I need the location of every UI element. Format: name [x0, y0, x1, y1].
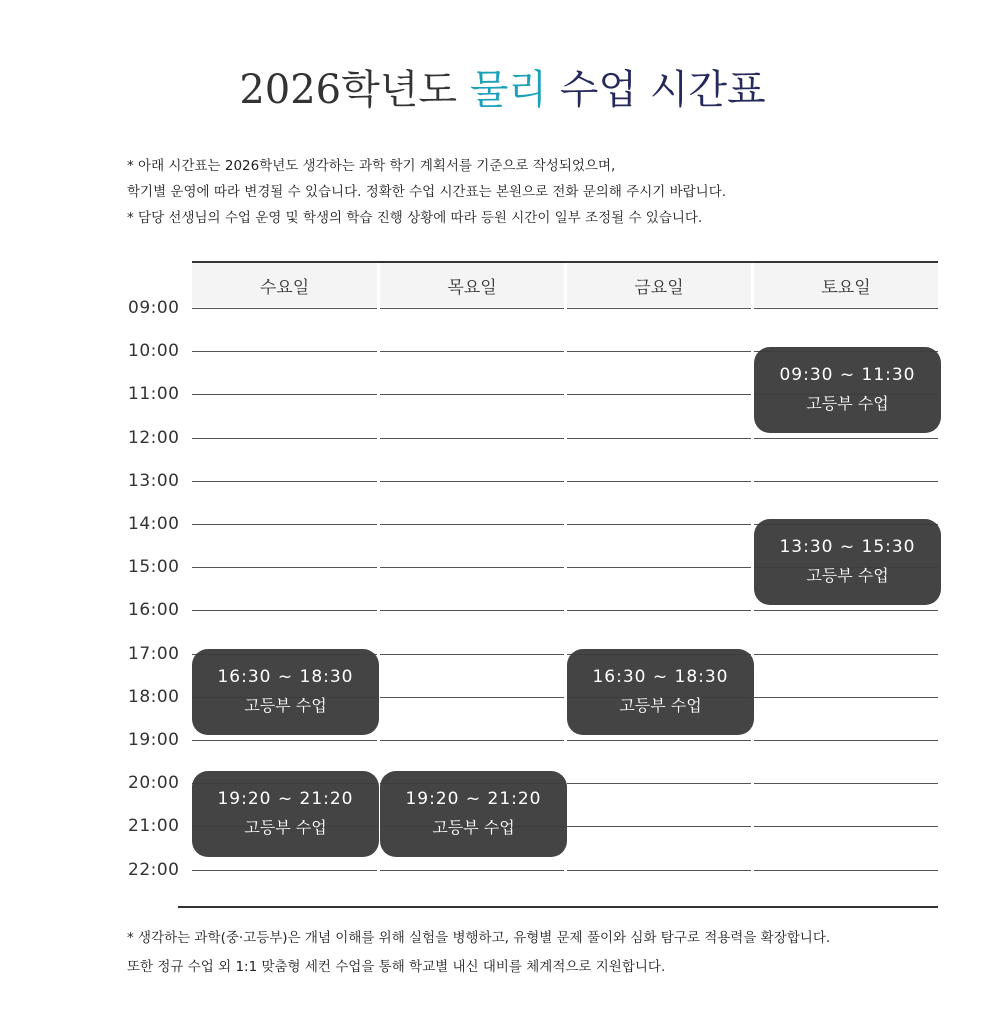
class-time: 19:20 ~ 21:20: [405, 789, 542, 809]
time-label: 13:00: [128, 471, 180, 491]
class-block: [754, 347, 941, 433]
time-label: 15:00: [128, 557, 180, 577]
page-title: [0, 62, 1005, 118]
class-block: [567, 649, 754, 735]
class-label: 고등부 수업: [806, 566, 889, 585]
class-label: 고등부 수업: [619, 696, 702, 715]
title-prefix: 2026학년도: [239, 67, 470, 113]
time-label: 21:00: [128, 816, 180, 836]
time-label: 11:00: [128, 384, 180, 404]
class-time: 13:30 ~ 15:30: [779, 537, 916, 557]
class-time: 16:30 ~ 18:30: [592, 667, 729, 687]
class-label: 고등부 수업: [432, 818, 515, 837]
time-label: 10:00: [128, 341, 180, 361]
day-header-thursday: 목요일: [380, 263, 564, 307]
time-label: 18:00: [128, 687, 180, 707]
time-label: 22:00: [128, 860, 180, 880]
time-label: 17:00: [128, 644, 180, 664]
class-block: [380, 771, 567, 857]
day-header-friday: 금요일: [567, 263, 751, 307]
class-block: [192, 649, 379, 735]
note-line: * 담당 선생님의 수업 운영 및 학생의 학습 진행 상황에 따라 등원 시간이 일부 조정될 수 있습니다.: [127, 210, 703, 226]
day-header-wednesday: 수요일: [192, 263, 377, 307]
note-line: 학기별 운영에 따라 변경될 수 있습니다. 정확한 수업 시간표는 본원으로 전화 문의해 주시기 바랍니다.: [127, 184, 727, 200]
time-label: 19:00: [128, 730, 180, 750]
note-line: 또한 정규 수업 외 1:1 맞춤형 세컨 수업을 통해 학교별 내신 대비를 체계적으로 지원합니다.: [127, 959, 666, 975]
class-block: [192, 771, 379, 857]
table-bottom-rule: [178, 906, 938, 908]
time-label: 12:00: [128, 428, 180, 448]
class-time: 16:30 ~ 18:30: [217, 667, 354, 687]
time-label: 09:00: [128, 298, 180, 318]
title-subject: 물리: [469, 67, 548, 113]
note-line: * 생각하는 과학(중·고등부)은 개념 이해를 위해 실험을 병행하고, 유형별 문제 풀이와 심화 탐구로 적용력을 확장합니다.: [127, 930, 831, 946]
time-label: 14:00: [128, 514, 180, 534]
day-header-saturday: 토요일: [754, 263, 938, 307]
class-label: 고등부 수업: [806, 394, 889, 413]
notes-top: [127, 153, 987, 231]
class-time: 09:30 ~ 11:30: [779, 365, 916, 385]
class-block: [754, 519, 941, 605]
time-label: 16:00: [128, 600, 180, 620]
title-suffix: 수업 시간표: [547, 67, 766, 113]
class-label: 고등부 수업: [244, 696, 327, 715]
class-time: 19:20 ~ 21:20: [217, 789, 354, 809]
notes-bottom: [127, 924, 987, 982]
note-line: * 아래 시간표는 2026학년도 생각하는 과학 학기 계획서를 기준으로 작성되었으며,: [127, 158, 616, 174]
time-label: 20:00: [128, 773, 180, 793]
class-label: 고등부 수업: [244, 818, 327, 837]
